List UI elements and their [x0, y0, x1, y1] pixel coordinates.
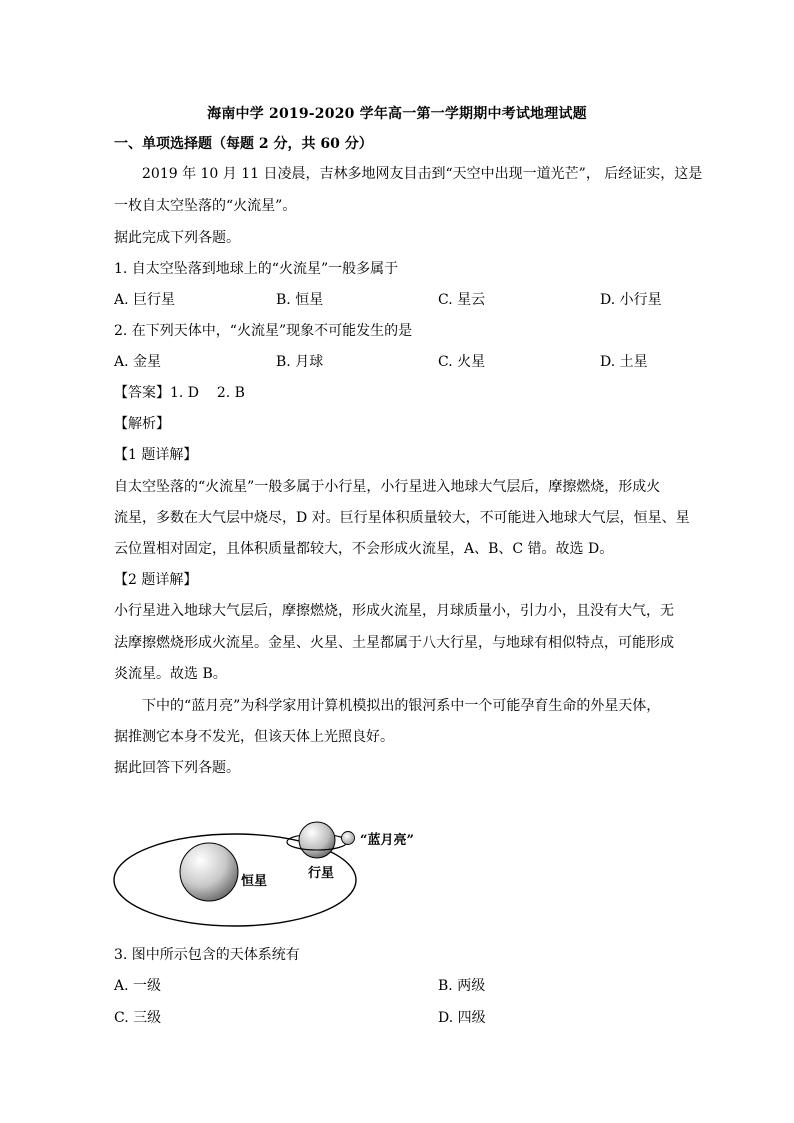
question-2-option-c: C. 火星	[438, 354, 486, 370]
star-system-figure	[112, 818, 432, 928]
detail-2-line3: 炎流星。故选 B。	[114, 666, 227, 682]
analysis-heading: 【解析】	[114, 416, 170, 432]
detail-1-heading: 【1 题详解】	[114, 447, 198, 463]
planet-body	[299, 822, 335, 858]
passage1-line2: 一枚自太空坠落的“火流星”。	[114, 198, 297, 214]
question-1-stem: 1. 自太空坠落到地球上的“火流星”一般多属于	[114, 261, 399, 277]
detail-1-line1: 自太空坠落的“火流星”一般多属于小行星，小行星进入地球大气层后，摩擦燃烧，形成火	[114, 479, 661, 495]
detail-1-line2: 流星，多数在大气层中烧尽，D 对。巨行星体积质量较大，不可能进入地球大气层，恒星、星	[114, 510, 690, 526]
planet-label: 行星	[308, 866, 335, 881]
page-title: 海南中学 2019-2020 学年高一第一学期期中考试地理试题	[207, 106, 587, 122]
question-2-stem: 2. 在下列天体中，“火流星”现象不可能发生的是	[114, 323, 413, 339]
passage2-line1: 下中的“蓝月亮”为科学家用计算机模拟出的银河系中一个可能孕育生命的外星天体，	[142, 698, 661, 714]
detail-2-line1: 小行星进入地球大气层后，摩擦燃烧，形成火流星，月球质量小，引力小，且没有大气，无	[114, 603, 674, 619]
answer-line: 【答案】1. D 2. B	[114, 385, 245, 401]
section-heading: 一、单项选择题（每题 2 分，共 60 分）	[114, 136, 373, 152]
question-3-option-b: B. 两级	[438, 978, 486, 994]
question-1-option-a: A. 巨行星	[114, 292, 176, 308]
question-1-option-b: B. 恒星	[276, 292, 324, 308]
star-body	[180, 843, 238, 901]
detail-2-line2: 法摩擦燃烧形成火流星。金星、火星、土星都属于八大行星，与地球有相似特点，可能形成	[114, 635, 674, 651]
question-2-option-d: D. 土星	[600, 354, 648, 370]
question-2-option-a: A. 金星	[114, 354, 162, 370]
detail-1-line3: 云位置相对固定，且体积质量都较大，不会形成火流星，A、B、C 错。故选 D。	[114, 541, 614, 557]
star-label: 恒星	[241, 874, 268, 889]
detail-2-heading: 【2 题详解】	[114, 572, 198, 588]
blue-moon-body	[342, 832, 355, 845]
question-3-option-c: C. 三级	[114, 1010, 162, 1026]
passage1-line3: 据此完成下列各题。	[114, 230, 240, 246]
blue-moon-label: “蓝月亮”	[360, 833, 414, 848]
passage2-line2: 据推测它本身不发光，但该天体上光照良好。	[114, 729, 394, 745]
question-3-stem: 3. 图中所示包含的天体系统有	[114, 947, 300, 963]
question-2-option-b: B. 月球	[276, 354, 324, 370]
question-1-option-c: C. 星云	[438, 292, 486, 308]
question-3-option-d: D. 四级	[438, 1010, 486, 1026]
question-3-option-a: A. 一级	[114, 978, 162, 994]
question-1-option-d: D. 小行星	[600, 292, 662, 308]
passage2-line3: 据此回答下列各题。	[114, 760, 240, 776]
passage1-line1: 2019 年 10 月 11 日凌晨，吉林多地网友目击到“天空中出现一道光芒”， 后经证实，这是	[142, 166, 703, 182]
